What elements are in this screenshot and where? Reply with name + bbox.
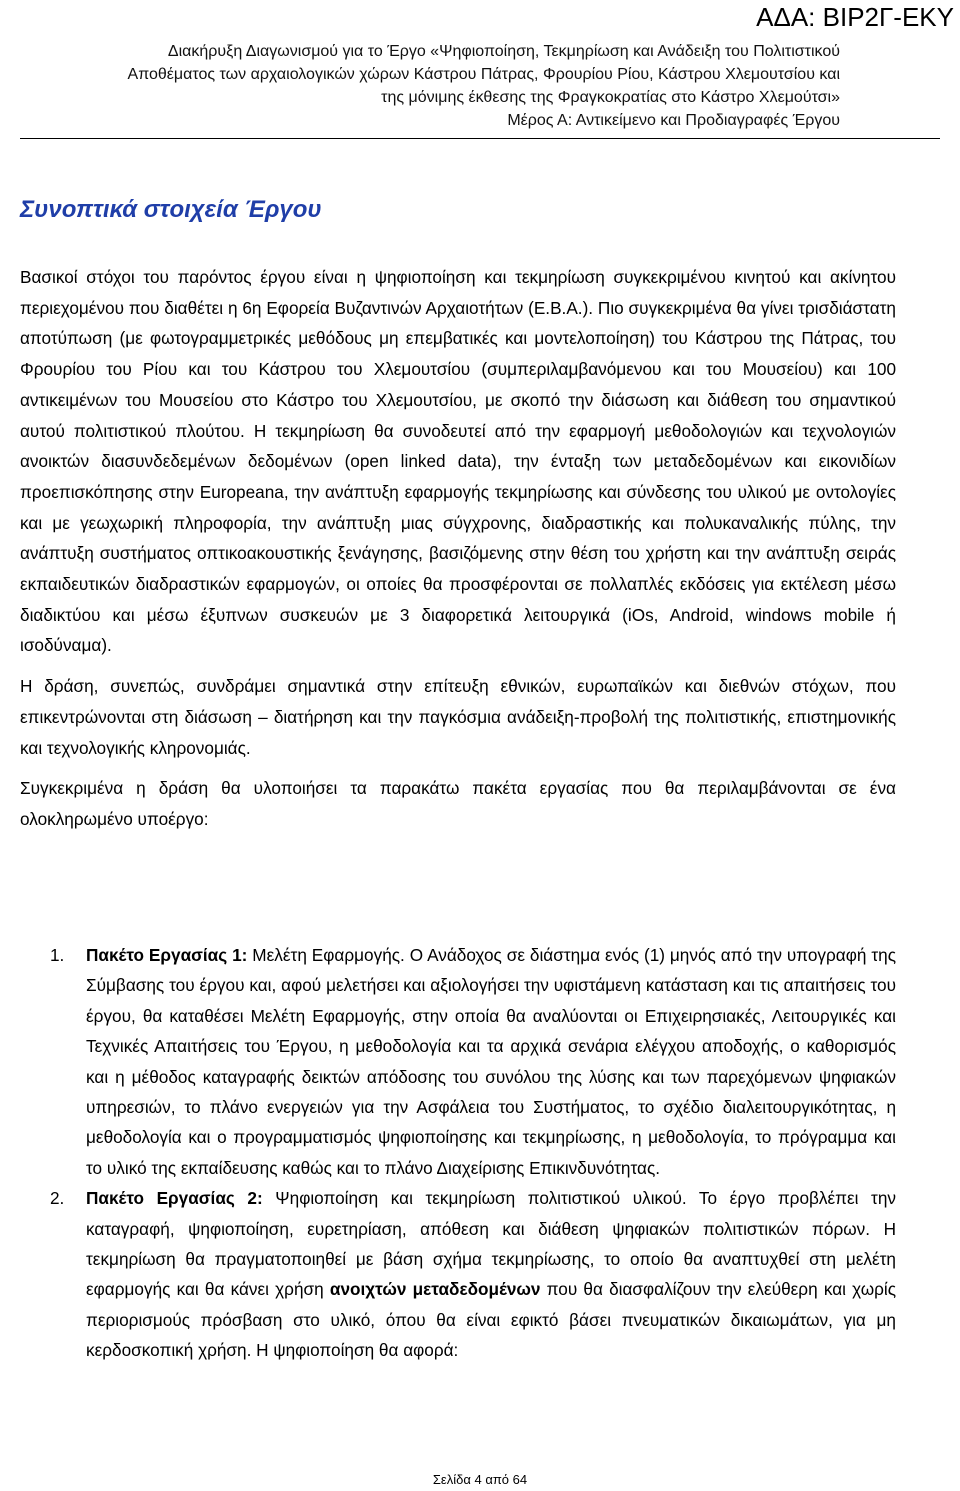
header-line: Αποθέματος των αρχαιολογικών χώρων Κάστρου Πάτρας, Φρουρίου Ρίου, Κάστρου Χλεμουτσίου και bbox=[127, 66, 840, 83]
list-item bbox=[20, 1183, 896, 1365]
list-item bbox=[20, 940, 896, 1183]
list-number: 1. bbox=[50, 945, 65, 965]
paragraph: Η δράση, συνεπώς, συνδράμει σημαντικά στην επίτευξη εθνικών, ευρωπαϊκών και διεθνών στόχων, που επικεντρώνονται στη διάσωση – διατήρηση και την παγκόσμια ανάδειξη-προβολή της πολιτιστικής, επιστημονικής και τεχνολογικής κληρονομιάς. bbox=[20, 676, 896, 758]
paragraph: Βασικοί στόχοι του παρόντος έργου είναι η ψηφιοποίηση και τεκμηρίωση συγκεκριμένου κινητού και ακίνητου περιεχομένου που διαθέτει η 6η Εφορεία Βυζαντινών Αρχαιοτήτων (Ε.Β.Α.). Πιο συγκεκριμένα θα γίνει τρισδιάστατη αποτύπωση (με φωτογραμμετρικές μεθόδους μη επεμβατικές και μοντελοποίηση) του Κάστρου της Πάτρας, του Φρουρίου του Ρίου και του Κάστρου του Χλεμουτσίου (συμπεριλαμβανόμενου και του Μουσείου) και 100 αντικειμένων του Μουσείου στο Κάστρο του Χλεμουτσίου, με σκοπό την διάσωση και διάθεση του σημαντικού αυτού πολιτιστικού πλούτου. Η τεκμηρίωση θα συνοδευτεί από την εφαρμογή μεθοδολογιών και τεχνολογιών ανοικτών διασυνδεδεμένων δεδομένων (open linked data), την ένταξη των μεταδεδομένων και εικονιδίων προεπισκόπησης στην Europeana, την ανάπτυξη εφαρμογής τεκμηρίωσης και σύνδεσης του υλικού με οντολογίες και με γεωχωρική πληροφορία, την ανάπτυξη μιας σύγχρονης, διαδραστικής και πολυκαναλικής πύλης, την ανάπτυξη συστήματος οπτικοακουστικής ξενάγησης, βασιζόμενης στην θέση του χρήστη και την ανάπτυξη σειράς εκπαιδευτικών διαδραστικών εφαρμογών, οι οποίες θα προσφέρονται σε πολλαπλές εκδόσεις για εκτέλεση μέσω διαδικτύου και μέσω έξυπνων συσκευών με 3 διαφορετικά λειτουργικά (iOs, Android, windows mobile ή ισοδύναμα). bbox=[20, 267, 896, 656]
list-number: 2. bbox=[50, 1188, 65, 1209]
work-package-label: Πακέτο Εργασίας 1: bbox=[86, 945, 248, 965]
emphasis-text: ανοιχτών μεταδεδομένων bbox=[329, 1279, 541, 1300]
section-title: Συνοπτικά στοιχεία Έργου bbox=[20, 196, 322, 223]
work-package-text: Μελέτη Εφαρμογής. Ο Ανάδοχος σε διάστημα ενός (1) μηνός από την υπογραφή της Σύμβασης του έργου και, αφού μελετήσει και αξιολογήσει την υφιστάμενη κατάσταση και τις απαιτήσεις του έργου, θα καταθέσει Μελέτη Εφαρμογής, στην οποία θα αναλύονται οι Επιχειρησιακές, Λειτουργικές και Τεχνικές Απαιτήσεις του Έργου, η μεθοδολογία και τα αρχικά σενάρια ελέγχου αποδοχής, ο καθορισμός και η μέθοδος καταγραφής δεικτών απόδοσης του συνόλου της λύσης και των παρεχόμενων ψηφιακών υπηρεσιών, το πλάνο ενεργειών για την Ασφάλεια του Συστήματος, το σχέδιο διαλειτουργικότητας, η μεθοδολογία και ο προγραμματισμός ψηφιοποίησης και τεκμηρίωσης, η μεθοδολογία, το πρόγραμμα και το υλικό της εκπαίδευσης καθώς και το πλάνο Διαχείρισης Επικινδυνότητας. bbox=[86, 945, 896, 1178]
ada-code: ΑΔΑ: ΒΙΡ2Γ-ΕΚΥ bbox=[756, 2, 954, 32]
header-line: Μέρος Α: Αντικείμενο και Προδιαγραφές Έργου bbox=[507, 112, 840, 129]
document-header bbox=[128, 40, 840, 132]
page-number: Σελίδα 4 από 64 bbox=[432, 1472, 528, 1487]
work-package-list bbox=[20, 940, 896, 1366]
header-line: της μόνιμης έκθεσης της Φραγκοκρατίας στο Κάστρο Χλεμούτσι» bbox=[381, 89, 840, 106]
body-text bbox=[20, 262, 896, 845]
work-package-text: που θα διασφαλίζουν την ελεύθερη και χωρίς περιορισμούς πρόσβαση στο υλικό, όπου θα είναι εφικτό βάσει πνευματικών δικαιωμάτων, για μη κερδοσκοπική χρήση. Η ψηφιοποίηση θα αφορά: bbox=[86, 1279, 896, 1361]
work-package-text: Ψηφιοποίηση και τεκμηρίωση πολιτιστικού υλικού. Το έργο προβλέπει την καταγραφή, ψηφιοποίηση, ευρετηρίαση, απόθεση και διάθεση ψηφιακών πολιτιστικών πόρων. Η τεκμηρίωση θα πραγματοποιηθεί με βάση σχήμα τεκμηρίωσης, το οποίο θα αναπτυχθεί στη μελέτη εφαρμογής και θα κάνει χρήση bbox=[86, 1188, 897, 1300]
header-divider bbox=[20, 138, 940, 139]
header-line: Διακήρυξη Διαγωνισμού για το Έργο «Ψηφιοποίηση, Τεκμηρίωση και Ανάδειξη του Πολιτιστικού bbox=[167, 43, 840, 60]
work-package-label: Πακέτο Εργασίας 2: bbox=[86, 1188, 263, 1209]
paragraph: Συγκεκριμένα η δράση θα υλοποιήσει τα παρακάτω πακέτα εργασίας που θα περιλαμβάνονται σε ένα ολοκληρωμένο υποέργο: bbox=[20, 778, 896, 829]
